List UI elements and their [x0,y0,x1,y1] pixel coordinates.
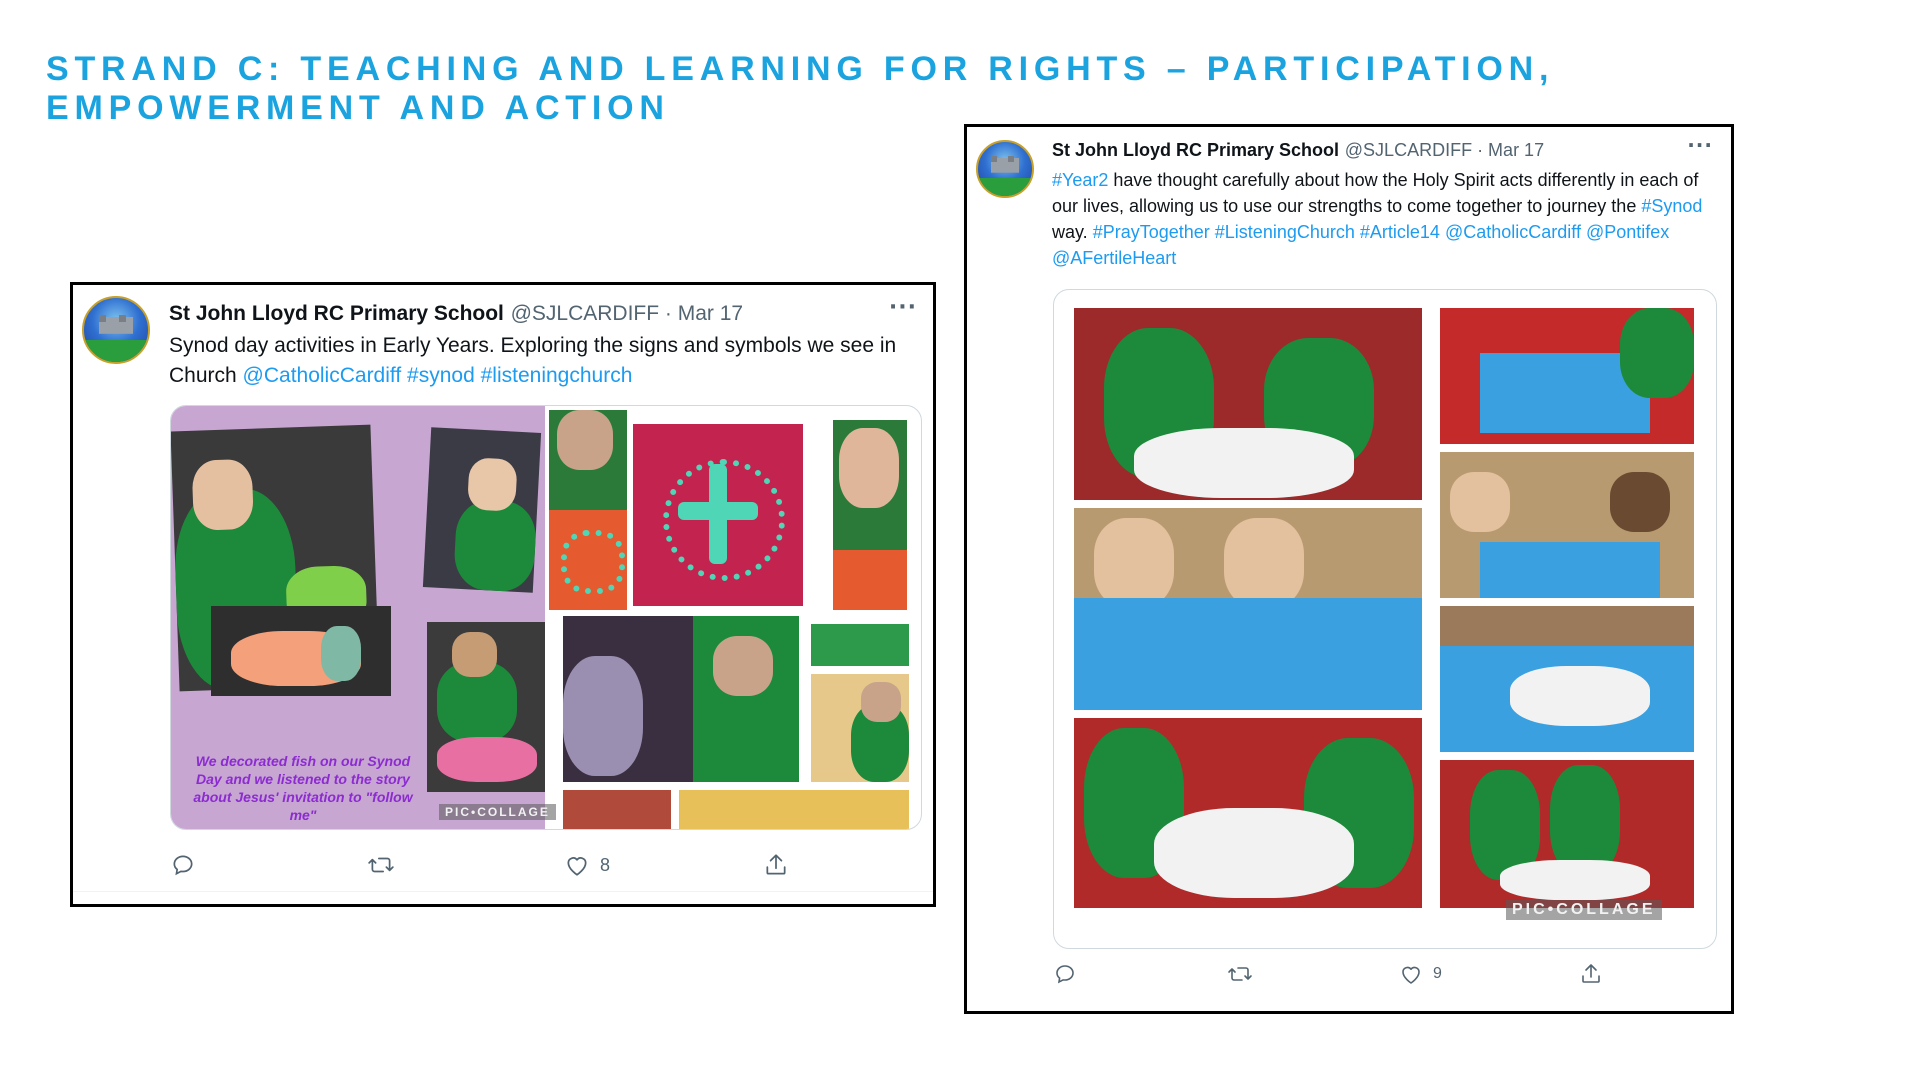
display-name[interactable]: St John Lloyd RC Primary School [1052,140,1340,160]
hashtag-praytogether[interactable]: #PrayTogether [1092,222,1210,242]
photo-girl-smiling[interactable] [833,420,907,610]
photo-play-dough-cross[interactable] [633,424,803,606]
hashtag-listeningchurch[interactable]: #ListeningChurch [1214,222,1355,242]
heart-icon [564,853,590,877]
photo-children-holding-doves[interactable] [1440,452,1694,598]
tweet-card-synod-early-years[interactable] [70,282,936,907]
like-count: 9 [1433,965,1442,982]
heart-icon [1399,963,1423,985]
slide-title: STRAND C: TEACHING AND LEARNING FOR RIGHTS – PARTICIPATION, EMPOWERMENT AND ACTION [46,50,1555,127]
piccollage-watermark: PIC•COLLAGE [439,804,556,820]
tweet-actions-bar [967,959,1731,989]
display-name[interactable]: St John Lloyd RC Primary School [169,302,504,325]
reply-button[interactable] [1053,959,1077,989]
tweet-media-collage[interactable] [1053,289,1717,949]
hashtag-article14[interactable]: #Article14 [1359,222,1440,242]
fish-caption: We decorated fish on our Synod Day and we listened to the story about Jesus' invitation to "follow me" [193,753,413,823]
tweet-text [169,331,929,391]
like-count: 8 [600,854,611,875]
tweet-body-part1: have thought carefully about how the Holy Spirit acts differently in each of our lives, allowing us to use our strengths to come together to journey the [1052,170,1699,216]
share-button[interactable] [763,850,789,880]
more-options-icon[interactable]: ··· [1687,133,1713,157]
photo-boys-dove-feathers[interactable] [1074,308,1422,500]
photo-boy-painting[interactable] [423,427,541,593]
photo-girl-cross[interactable] [549,410,627,610]
more-options-icon[interactable]: ··· [888,295,917,320]
photo-boy-cross-paper[interactable] [811,674,909,782]
photo-girls-holding-dove[interactable] [1074,508,1422,710]
hashtag-synod[interactable]: #synod [407,364,475,387]
mention-catholiccardiff[interactable]: @CatholicCardiff [242,364,402,387]
hashtag-year2[interactable]: #Year2 [1052,170,1109,190]
retweet-icon [367,852,395,878]
mention-afertileheart[interactable]: @AFertileHeart [1052,248,1177,268]
mention-pontifex[interactable]: @Pontifex [1585,222,1670,242]
retweet-button[interactable] [367,850,395,880]
reply-icon [1053,962,1077,986]
mention-catholiccardiff[interactable]: @CatholicCardiff [1444,222,1581,242]
tweet-text [1052,167,1712,271]
tweet-body-part2: way. [1052,222,1093,242]
divider [73,891,933,892]
tweet-header [169,301,743,326]
photo-children-tracing-dove[interactable] [1440,308,1694,444]
photo-bottom-left-strip[interactable] [563,790,671,830]
retweet-button[interactable] [1227,959,1253,989]
school-logo-avatar[interactable] [82,296,150,364]
like-button[interactable] [1399,959,1442,989]
photo-group-dove-table[interactable] [1440,760,1694,908]
photo-child-cross-building[interactable] [563,616,799,782]
tweet-body: Synod day activities in Early Years. Exploring the signs and symbols we see in Church [169,334,897,387]
hashtag-synod[interactable]: #Synod [1641,196,1703,216]
share-button[interactable] [1579,959,1603,989]
handle-and-date[interactable]: @SJLCARDIFF · Mar 17 [510,302,744,325]
photo-girl-pink-fish[interactable] [427,622,545,792]
tweet-card-year2-holy-spirit[interactable] [964,124,1734,1014]
share-icon [1579,962,1603,986]
castle-icon [991,156,1019,177]
handle-and-date[interactable]: @SJLCARDIFF · Mar 17 [1344,140,1545,160]
hashtag-listeningchurch[interactable]: #listeningchurch [480,364,633,387]
photo-green-collage[interactable] [811,624,909,666]
photo-children-dove-table[interactable] [1074,718,1422,908]
school-logo-avatar[interactable] [976,140,1034,198]
reply-button[interactable] [170,850,196,880]
piccollage-watermark: PIC•COLLAGE [1506,900,1662,920]
retweet-icon [1227,962,1253,986]
tweet-header [1052,140,1544,161]
castle-icon [99,315,132,339]
reply-icon [170,852,196,878]
tweet-media-collage[interactable] [170,405,922,830]
tweet-actions-bar [73,850,933,880]
grass-shape [978,178,1032,196]
photo-orange-fish[interactable] [211,606,391,696]
like-button[interactable] [564,850,610,880]
grass-shape [84,340,148,362]
photo-children-showing-dove[interactable] [1440,606,1694,752]
photo-bottom-right-strip[interactable] [679,790,909,830]
share-icon [763,852,789,878]
